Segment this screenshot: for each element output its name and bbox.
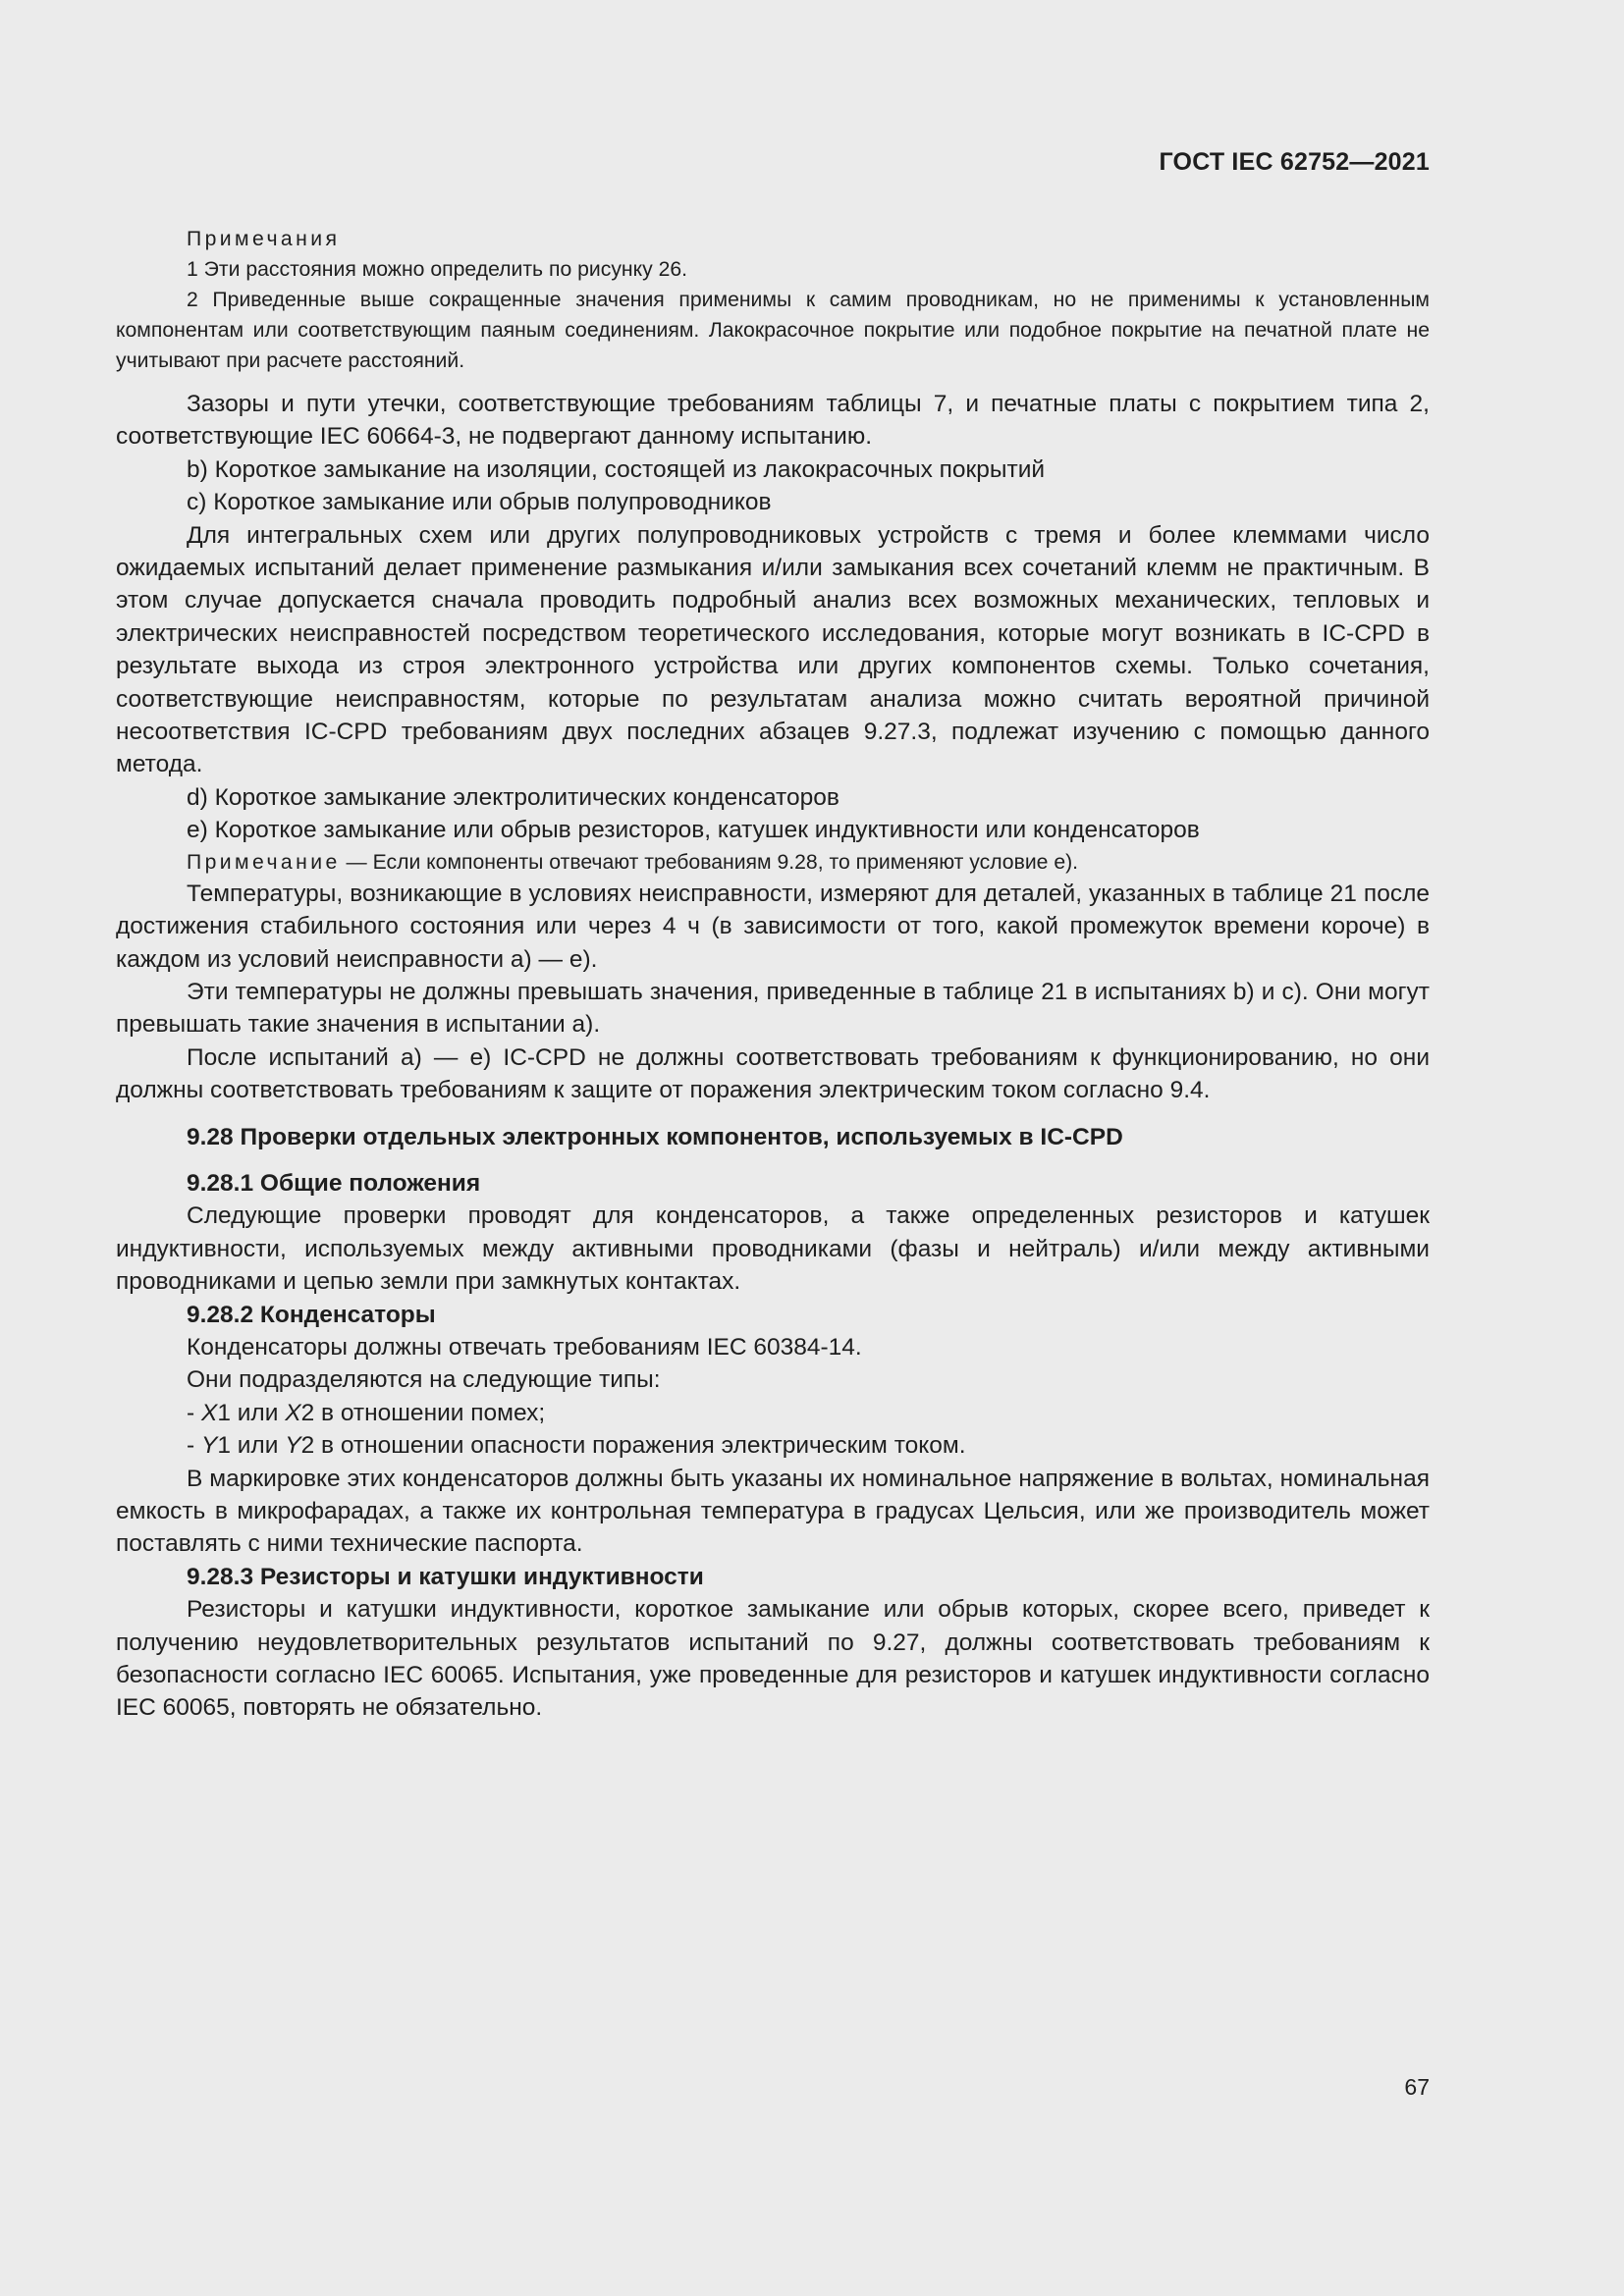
- capacitors-requirement: Конденсаторы должны отвечать требованиям IEC 60384-14.: [187, 1333, 862, 1361]
- page-content: [116, 224, 1430, 1725]
- item-d: d) Короткое замыкание электролитических конденсаторов: [187, 783, 839, 811]
- type-x-text: 2 в отношении помех;: [300, 1399, 546, 1426]
- type-x-letter: X: [285, 1399, 301, 1426]
- paragraph-after-tests: После испытаний a) — e) IC-CPD не должны соответствовать требованиям к функционированию, но они должны соответствовать требованиям к защите от поражения электрическим током согласно 9.4.: [116, 1043, 1430, 1104]
- type-y-letter: Y: [285, 1432, 301, 1460]
- note-2: 2 Приведенные выше сокращенные значения применимы к самим проводникам, но не применимы к установленным компонентам или соответствующим паяным соединениям. Лакокрасочное покрытие или подобное покрытие на печатной плате не учитывают при расчете расстояний.: [116, 289, 1430, 372]
- notes-title: Примечания: [187, 228, 341, 250]
- section-9-28-title: 9.28 Проверки отдельных электронных компонентов, используемых в IC-CPD: [187, 1123, 1123, 1150]
- type-y-letter: Y: [200, 1432, 218, 1460]
- capacitors-types-intro: Они подразделяются на следующие типы:: [187, 1366, 661, 1394]
- body-section: [116, 388, 1430, 1725]
- section-9-28-1-title: 9.28.1 Общие положения: [187, 1169, 481, 1197]
- inline-note-label: Примечание: [187, 850, 341, 874]
- item-b: b) Короткое замыкание на изоляции, состоящей из лакокрасочных покрытий: [187, 455, 1046, 483]
- capacitor-type-y: [116, 1429, 1430, 1462]
- capacitors-marking: В маркировке этих конденсаторов должны быть указаны их номинальное напряжение в вольтах, номинальная емкость в микрофарадах, а также их контрольная температура в градусах Цельсия, или же производитель может поставлять с ними технические паспорта.: [116, 1465, 1430, 1558]
- paragraph-clearances: Зазоры и пути утечки, соответствующие требованиям таблицы 7, и печатные платы с покрытием типа 2, соответствующие IEC 60664-3, не подвергают данному испытанию.: [116, 391, 1430, 451]
- section-9-28-1-text: Следующие проверки проводят для конденсаторов, а также определенных резисторов и катушек индуктивности, используемых между активными проводниками (фазы и нейтраль) и/или между активными проводниками и цепью земли при замкнутых контактах.: [116, 1202, 1430, 1296]
- section-9-28-3-title: 9.28.3 Резисторы и катушки индуктивности: [187, 1563, 704, 1590]
- section-9-28-2-title: 9.28.2 Конденсаторы: [187, 1301, 436, 1328]
- type-x-letter: X: [200, 1399, 218, 1426]
- section-9-28-3-text: Резисторы и катушки индуктивности, короткое замыкание или обрыв которых, скорее всего, приведет к получению неудовлетворительных результатов испытаний по 9.27, должны соответствовать требованиям к безопасности согласно IEC 60065. Испытания, уже проведенные для резисторов и катушек индуктивности согласно IEC 60065, повторять не обязательно.: [116, 1596, 1430, 1722]
- dash: -: [187, 1399, 201, 1426]
- page-number: 67: [1404, 2074, 1430, 2100]
- inline-note: [116, 847, 1430, 878]
- paragraph-temperatures: Температуры, возникающие в условиях неисправности, измеряют для деталей, указанных в таблице 21 после достижения стабильного состояния или через 4 ч (в зависимости от того, какой промежуток времени короче) в каждом из условий неисправности a) — e).: [116, 880, 1430, 973]
- type-y-text: 1 или: [217, 1432, 286, 1460]
- paragraph-temperature-limits: Эти температуры не должны превышать значения, приведенные в таблице 21 в испытаниях b) и c). Они могут превышать такие значения в испытании a).: [116, 978, 1430, 1039]
- type-x-text: 1 или: [217, 1399, 286, 1426]
- notes-block: [116, 224, 1430, 376]
- note-1: 1 Эти расстояния можно определить по рисунку 26.: [187, 258, 688, 281]
- item-e: e) Короткое замыкание или обрыв резисторов, катушек индуктивности или конденсаторов: [187, 817, 1200, 844]
- dash: -: [187, 1432, 201, 1460]
- document-id: ГОСТ IEC 62752—2021: [1159, 148, 1430, 176]
- capacitor-type-x: [116, 1397, 1430, 1429]
- paragraph-integral-circuits: Для интегральных схем или других полупроводниковых устройств с тремя и более клеммами число ожидаемых испытаний делает применение размыкания и/или замыкания всех сочетаний клемм не практичным. В этом случае допускается сначала проводить подробный анализ всех возможных механических, тепловых и электрических неисправностей посредством теоретического исследования, которые могут возникать в IC-CPD в результате выхода из строя электронного устройства или других компонентов схемы. Только сочетания, соответствующие неисправностям, которые по результатам анализа можно считать вероятной причиной несоответствия IC-CPD требованиям двух последних абзацев 9.27.3, подлежат изучению с помощью данного метода.: [116, 521, 1430, 778]
- type-y-text: 2 в отношении опасности поражения электрическим током.: [300, 1432, 966, 1460]
- inline-note-text: — Если компоненты отвечают требованиям 9.28, то применяют условие e).: [340, 850, 1079, 874]
- item-c: c) Короткое замыкание или обрыв полупроводников: [187, 489, 772, 516]
